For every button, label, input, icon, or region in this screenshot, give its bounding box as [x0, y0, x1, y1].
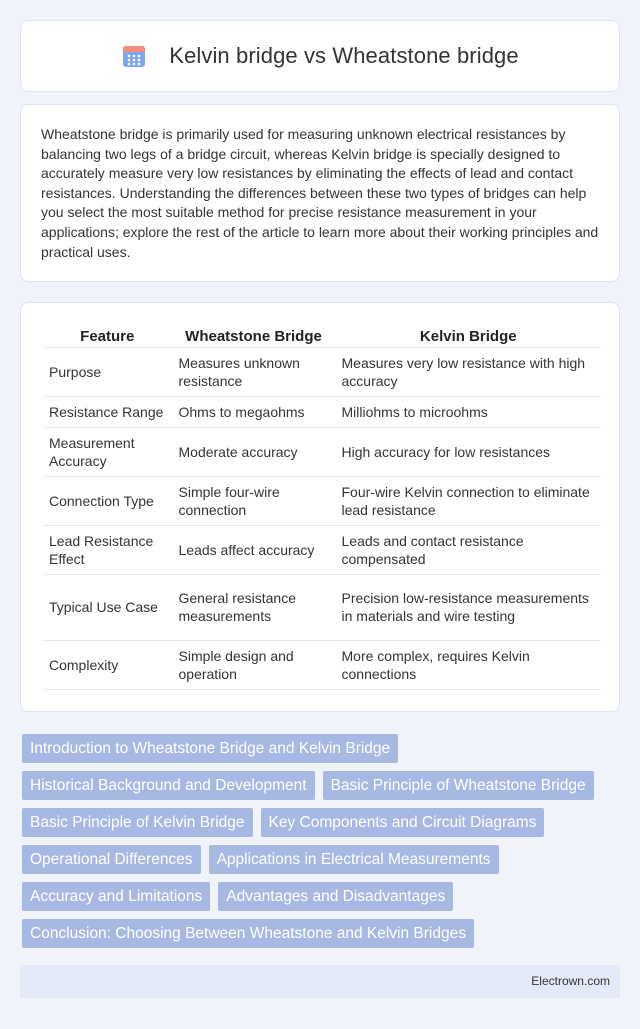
table-cell: General resistance measurements [172, 574, 335, 640]
table-cell: Precision low-resistance measurements in materials and wire testing [335, 574, 601, 640]
table-cell: Connection Type [43, 476, 172, 525]
title-card [20, 20, 620, 92]
table-cell: High accuracy for low resistances [335, 427, 601, 476]
tag-components-diagrams[interactable]: Key Components and Circuit Diagrams [261, 808, 545, 837]
topic-tags [22, 734, 622, 948]
table-cell: Complexity [43, 640, 172, 689]
table-cell: Resistance Range [43, 396, 172, 427]
footer-site: Electrown.com [531, 974, 610, 988]
table-cell: Lead Resistance Effect [43, 525, 172, 574]
table-cell: Measures very low resistance with high accuracy [335, 347, 601, 396]
calendar-icon [121, 43, 147, 69]
tag-principle-wheatstone[interactable]: Basic Principle of Wheatstone Bridge [323, 771, 594, 800]
table-cell: More complex, requires Kelvin connections [335, 640, 601, 689]
table-cell: Milliohms to microohms [335, 396, 601, 427]
table-header-row [43, 321, 601, 347]
tag-principle-kelvin[interactable]: Basic Principle of Kelvin Bridge [22, 808, 253, 837]
header-wheatstone: Wheatstone Bridge [172, 321, 335, 347]
comparison-card [20, 302, 620, 712]
table-cell: Simple design and operation [172, 640, 335, 689]
table-cell: Leads and contact resistance compensated [335, 525, 601, 574]
table-cell: Leads affect accuracy [172, 525, 335, 574]
table-row [43, 574, 601, 640]
table-cell: Ohms to megaohms [172, 396, 335, 427]
tag-historical-background[interactable]: Historical Background and Development [22, 771, 315, 800]
tag-applications[interactable]: Applications in Electrical Measurements [209, 845, 499, 874]
header-kelvin: Kelvin Bridge [335, 321, 601, 347]
table-row [43, 476, 601, 525]
tag-introduction[interactable]: Introduction to Wheatstone Bridge and Kelvin Bridge [22, 734, 398, 763]
intro-text: Wheatstone bridge is primarily used for measuring unknown electrical resistances by balancing two legs of a bridge circuit, whereas Kelvin bridge is specially designed to accurately measure very low resistances by eliminating the effects of lead and contact resistances. Understanding the differences between these two types of bridges can help you select the most suitable method for precise resistance measurement in your applications; explore the rest of the article to learn more about their working principles and practical uses. [41, 126, 599, 260]
table-cell: Measures unknown resistance [172, 347, 335, 396]
table-cell: Purpose [43, 347, 172, 396]
footer [20, 965, 620, 998]
table-row [43, 525, 601, 574]
tag-operational-differences[interactable]: Operational Differences [22, 845, 201, 874]
page-title: Kelvin bridge vs Wheatstone bridge [169, 43, 519, 68]
table-row [43, 640, 601, 689]
table-row [43, 347, 601, 396]
table-cell: Moderate accuracy [172, 427, 335, 476]
table-cell: Typical Use Case [43, 574, 172, 640]
comparison-table [43, 321, 601, 690]
table-row [43, 427, 601, 476]
table-cell: Four-wire Kelvin connection to eliminate lead resistance [335, 476, 601, 525]
tag-accuracy-limitations[interactable]: Accuracy and Limitations [22, 882, 210, 911]
intro-card [20, 104, 620, 282]
table-cell: Simple four-wire connection [172, 476, 335, 525]
tag-advantages-disadvantages[interactable]: Advantages and Disadvantages [218, 882, 453, 911]
header-feature: Feature [43, 321, 172, 347]
table-row [43, 396, 601, 427]
table-cell: Measurement Accuracy [43, 427, 172, 476]
tag-conclusion[interactable]: Conclusion: Choosing Between Wheatstone and Kelvin Bridges [22, 919, 474, 948]
